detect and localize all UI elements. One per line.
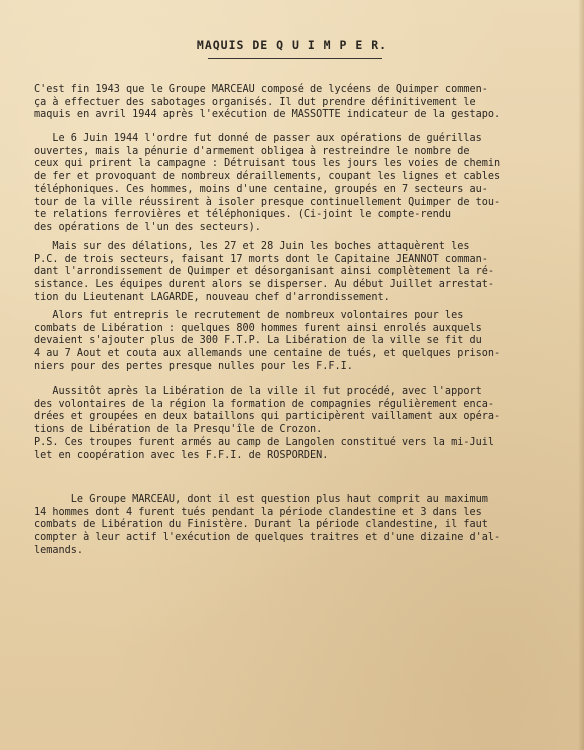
- text-line: 14 hommes dont 4 furent tués pendant la période clandestine et 3 dans les: [34, 506, 482, 518]
- paragraph-5: [34, 386, 582, 462]
- paragraph-3: [34, 241, 582, 305]
- text-line: ouvertes, mais la pénurie d'armement obligea à restreindre le nombre de: [34, 145, 470, 157]
- text-line: maquis en avril 1944 après l'exécution de MASSOTTE indicateur de la gestapo.: [34, 109, 501, 121]
- text-line: niers pour des pertes presque nulles pour les F.F.I.: [34, 360, 353, 372]
- paragraph-1: [34, 84, 582, 122]
- text-line: lemands.: [34, 544, 84, 556]
- text-line: drées et groupées en deux bataillons qui participèrent vaillament aux opéra-: [34, 411, 501, 423]
- document-title: MAQUIS DE Q U I M P E R.: [196, 38, 388, 52]
- text-line: tion du Lieutenant LAGARDE, nouveau chef d'arrondissement.: [34, 291, 390, 303]
- text-line: dant l'arrondissement de Quimper et désorganisant ainsi complètement la ré-: [34, 266, 495, 278]
- paragraph-6: [34, 494, 582, 558]
- text-line: compter à leur actif l'exécution de quelques traitres et d'une dizaine d'al-: [34, 532, 501, 544]
- text-line: te relations ferrovières et téléphoniques. (Ci-joint le compte-rendu: [34, 209, 452, 221]
- title-underline: [208, 58, 382, 59]
- text-line: devaient s'ajouter plus de 300 F.T.P. La Libération de la ville se fit du: [34, 335, 482, 347]
- text-line: Aussitôt après la Libération de la ville il fut procédé, avec l'apport: [34, 386, 482, 397]
- text-line: Alors fut entrepris le recrutement de nombreux volontaires pour les: [34, 310, 464, 321]
- text-line: tour de la ville réussirent à isoler presque continuellement Quimper de tou-: [34, 196, 501, 208]
- text-line: ceux qui prirent la campagne : Détruisant tous les jours les voies de chemin: [34, 158, 501, 170]
- text-line: de fer et provoquant de nombreux déraillements, coupant les lignes et cables: [34, 171, 501, 183]
- text-line: P.C. de trois secteurs, faisant 17 morts dont le Capitaine JEANNOT comman-: [34, 253, 488, 265]
- text-line: combats de Libération du Finistère. Durant la période clandestine, il faut: [34, 519, 488, 531]
- postscript-line: P.S. Ces troupes furent armés au camp de Langolen constitué vers la mi-Juil: [34, 436, 495, 448]
- paragraph-2: [34, 133, 582, 235]
- text-line: tions de Libération de la Presqu'île de Crozon.: [34, 424, 323, 436]
- text-line: C'est fin 1943 que le Groupe MARCEAU composé de lycéens de Quimper commen-: [34, 84, 488, 95]
- postscript-line: let en coopération avec les F.F.I. de ROSPORDEN.: [34, 449, 329, 461]
- text-line: Mais sur des délations, les 27 et 28 Juin les boches attaquèrent les: [34, 241, 470, 252]
- text-line: Le Groupe MARCEAU, dont il est question plus haut comprit au maximum: [34, 494, 488, 505]
- text-line: combats de Libération : quelques 800 hommes furent ainsi enrolés auxquels: [34, 322, 482, 334]
- text-line: Le 6 Juin 1944 l'ordre fut donné de passer aux opérations de guérillas: [34, 133, 482, 144]
- paragraph-4: [34, 310, 582, 374]
- text-line: des opérations de l'un des secteurs).: [34, 221, 261, 233]
- text-line: téléphoniques. Ces hommes, moins d'une centaine, groupés en 7 secteurs au-: [34, 183, 488, 195]
- text-line: sistance. Les équipes durent alors se disperser. Au début Juillet arrestat-: [34, 279, 495, 291]
- text-line: des volontaires de la région la formation de compagnies régulièrement enca-: [34, 398, 495, 410]
- text-line: ça à effectuer des sabotages organisés. Il dut prendre définitivement le: [34, 96, 476, 108]
- text-line: 4 au 7 Aout et couta aux allemands une centaine de tués, et quelques prison-: [34, 348, 501, 360]
